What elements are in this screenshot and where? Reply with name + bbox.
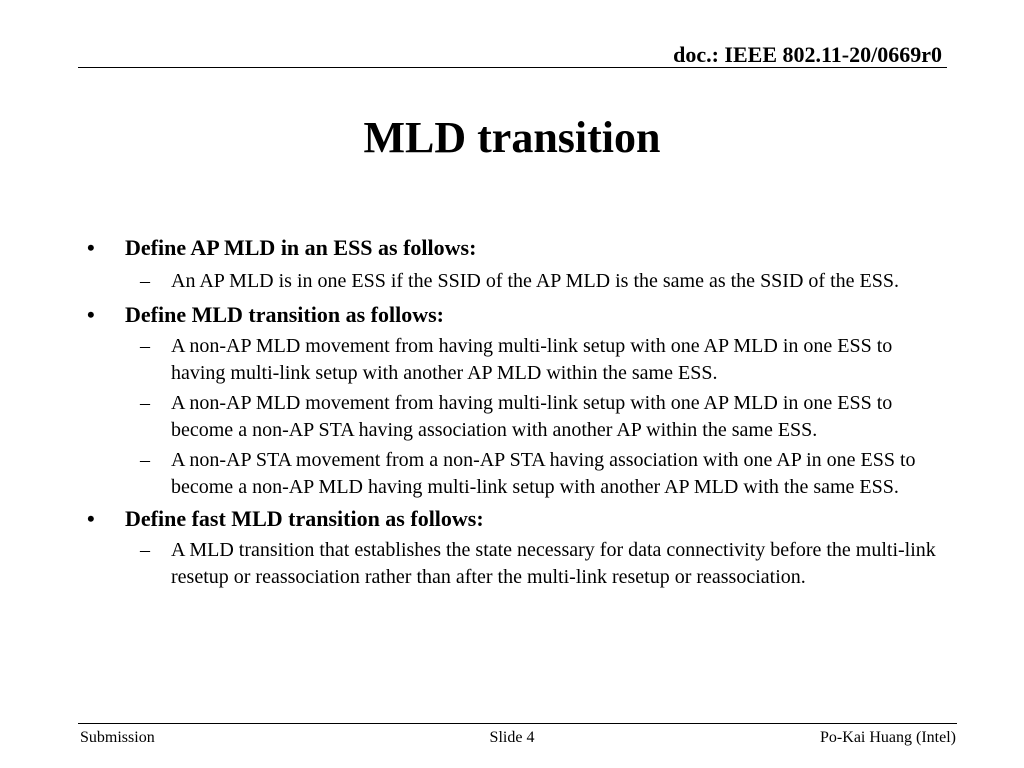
- bullet-text: Define AP MLD in an ESS as follows:: [125, 235, 477, 260]
- bullet-text: Define fast MLD transition as follows:: [125, 506, 484, 531]
- sub-bullet-item: [87, 333, 947, 387]
- sub-bullet-mark: –: [140, 449, 150, 471]
- slide-title: MLD transition: [363, 113, 661, 162]
- sub-bullet-item: [87, 537, 947, 591]
- sub-bullet-mark: –: [140, 270, 150, 292]
- sub-bullet-text: A non-AP STA movement from a non-AP STA having association with one AP in one ESS to become a non-AP MLD having multi-link setup with another AP MLD with the same ESS.: [171, 449, 916, 498]
- sub-bullet-mark: –: [140, 539, 150, 561]
- slide-number: Slide 4: [489, 729, 535, 746]
- sub-bullet-mark: –: [140, 392, 150, 414]
- bullet-item: [87, 300, 947, 330]
- bullet-mark: •: [87, 302, 95, 327]
- footer-divider: [78, 723, 957, 724]
- bullet-item: [87, 233, 947, 263]
- sub-bullet-text: A MLD transition that establishes the state necessary for data connectivity before the multi-link resetup or reassociation rather than after the multi-link resetup or reassociation.: [171, 539, 936, 588]
- sub-bullet-mark: –: [140, 335, 150, 357]
- bullet-text: Define MLD transition as follows:: [125, 302, 444, 327]
- sub-bullet-item: [87, 390, 947, 444]
- sub-bullet-item: [87, 266, 947, 297]
- header-divider: [78, 67, 947, 68]
- bullet-mark: •: [87, 235, 95, 260]
- sub-bullet-text: An AP MLD is in one ESS if the SSID of the AP MLD is the same as the SSID of the ESS.: [171, 270, 899, 292]
- slide-body: [87, 230, 947, 591]
- sub-bullet-text: A non-AP MLD movement from having multi-link setup with one AP MLD in one ESS to having multi-link setup with another AP MLD within the same ESS.: [171, 335, 893, 384]
- sub-bullet-item: [87, 447, 947, 501]
- footer-author: Po-Kai Huang (Intel): [820, 729, 956, 746]
- footer-submission: Submission: [80, 729, 155, 746]
- document-id: doc.: IEEE 802.11-20/0669r0: [673, 42, 942, 67]
- bullet-mark: •: [87, 506, 95, 531]
- bullet-item: [87, 504, 947, 534]
- sub-bullet-text: A non-AP MLD movement from having multi-link setup with one AP MLD in one ESS to become a non-AP STA having association with another AP within the same ESS.: [171, 392, 893, 441]
